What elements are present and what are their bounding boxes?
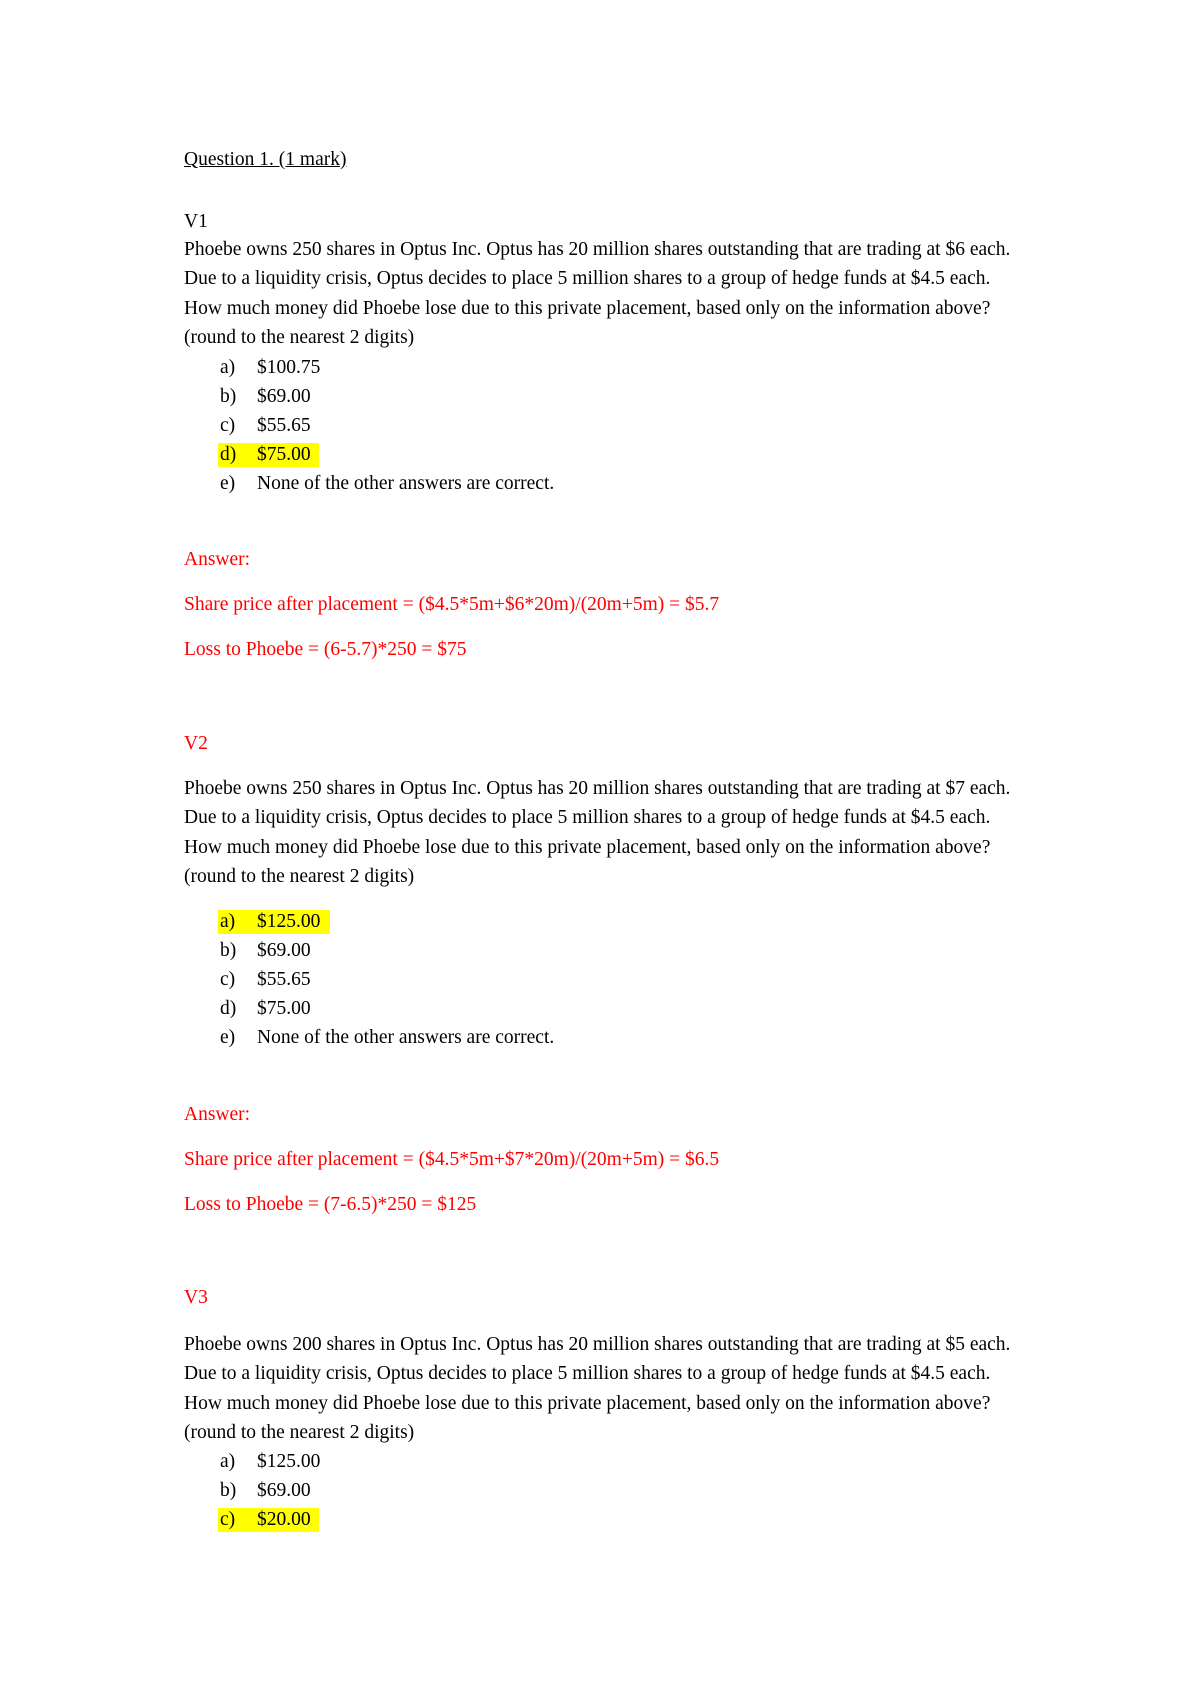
- option-text: $69.00: [257, 1480, 311, 1501]
- version-label-v3: V3: [184, 1287, 208, 1308]
- option-letter: d): [220, 444, 237, 465]
- option-text: $125.00: [257, 911, 321, 932]
- answer-line-1-v2: Share price after placement = ($4.5*5m+$7*20m)/(20m+5m) = $6.5: [184, 1149, 720, 1170]
- answer-line-2-v1: Loss to Phoebe = (6-5.7)*250 = $75: [184, 639, 467, 660]
- question-text-v1: Phoebe owns 250 shares in Optus Inc. Optus has 20 million shares outstanding that are trading at $6 each. Due to a liquidity crisis, Optus decides to place 5 million shares to a group of hedge funds at $4.5 each. How much money did Phoebe lose due to this private placement, based only on the information above? (round to the nearest 2 digits): [184, 239, 1011, 348]
- version-label-v2: V2: [184, 733, 208, 754]
- option-text: None of the other answers are correct.: [257, 1027, 555, 1048]
- question-text-v3: Phoebe owns 200 shares in Optus Inc. Optus has 20 million shares outstanding that are trading at $5 each. Due to a liquidity crisis, Optus decides to place 5 million shares to a group of hedge funds at $4.5 each. How much money did Phoebe lose due to this private placement, based only on the information above? (round to the nearest 2 digits): [184, 1334, 1011, 1443]
- option-letter: c): [220, 969, 236, 990]
- option-letter: a): [220, 357, 236, 378]
- question-title: Question 1. (1 mark): [184, 149, 347, 170]
- option-letter: e): [220, 1027, 236, 1048]
- option-text: $55.65: [257, 969, 311, 990]
- option-letter: d): [220, 998, 237, 1019]
- option-letter: b): [220, 386, 237, 407]
- option-letter: a): [220, 1451, 236, 1472]
- option-text: $55.65: [257, 415, 311, 436]
- answer-line-1-v1: Share price after placement = ($4.5*5m+$6*20m)/(20m+5m) = $5.7: [184, 594, 720, 615]
- option-text: $75.00: [257, 444, 311, 465]
- question-text-v2: Phoebe owns 250 shares in Optus Inc. Optus has 20 million shares outstanding that are trading at $7 each. Due to a liquidity crisis, Optus decides to place 5 million shares to a group of hedge funds at $4.5 each. How much money did Phoebe lose due to this private placement, based only on the information above? (round to the nearest 2 digits): [184, 778, 1011, 887]
- option-text: $75.00: [257, 998, 311, 1019]
- option-letter: a): [220, 911, 236, 932]
- option-letter: c): [220, 1509, 236, 1530]
- option-letter: b): [220, 1480, 237, 1501]
- option-text: $69.00: [257, 940, 311, 961]
- version-label-v1: V1: [184, 211, 208, 232]
- answer-label-v2: Answer:: [184, 1104, 251, 1125]
- option-letter: b): [220, 940, 237, 961]
- option-letter: e): [220, 473, 236, 494]
- option-text: $20.00: [257, 1509, 311, 1530]
- answer-line-2-v2: Loss to Phoebe = (7-6.5)*250 = $125: [184, 1194, 477, 1215]
- option-text: $100.75: [257, 357, 321, 378]
- option-letter: c): [220, 415, 236, 436]
- answer-label-v1: Answer:: [184, 549, 251, 570]
- option-text: $69.00: [257, 386, 311, 407]
- option-text: None of the other answers are correct.: [257, 473, 555, 494]
- option-text: $125.00: [257, 1451, 321, 1472]
